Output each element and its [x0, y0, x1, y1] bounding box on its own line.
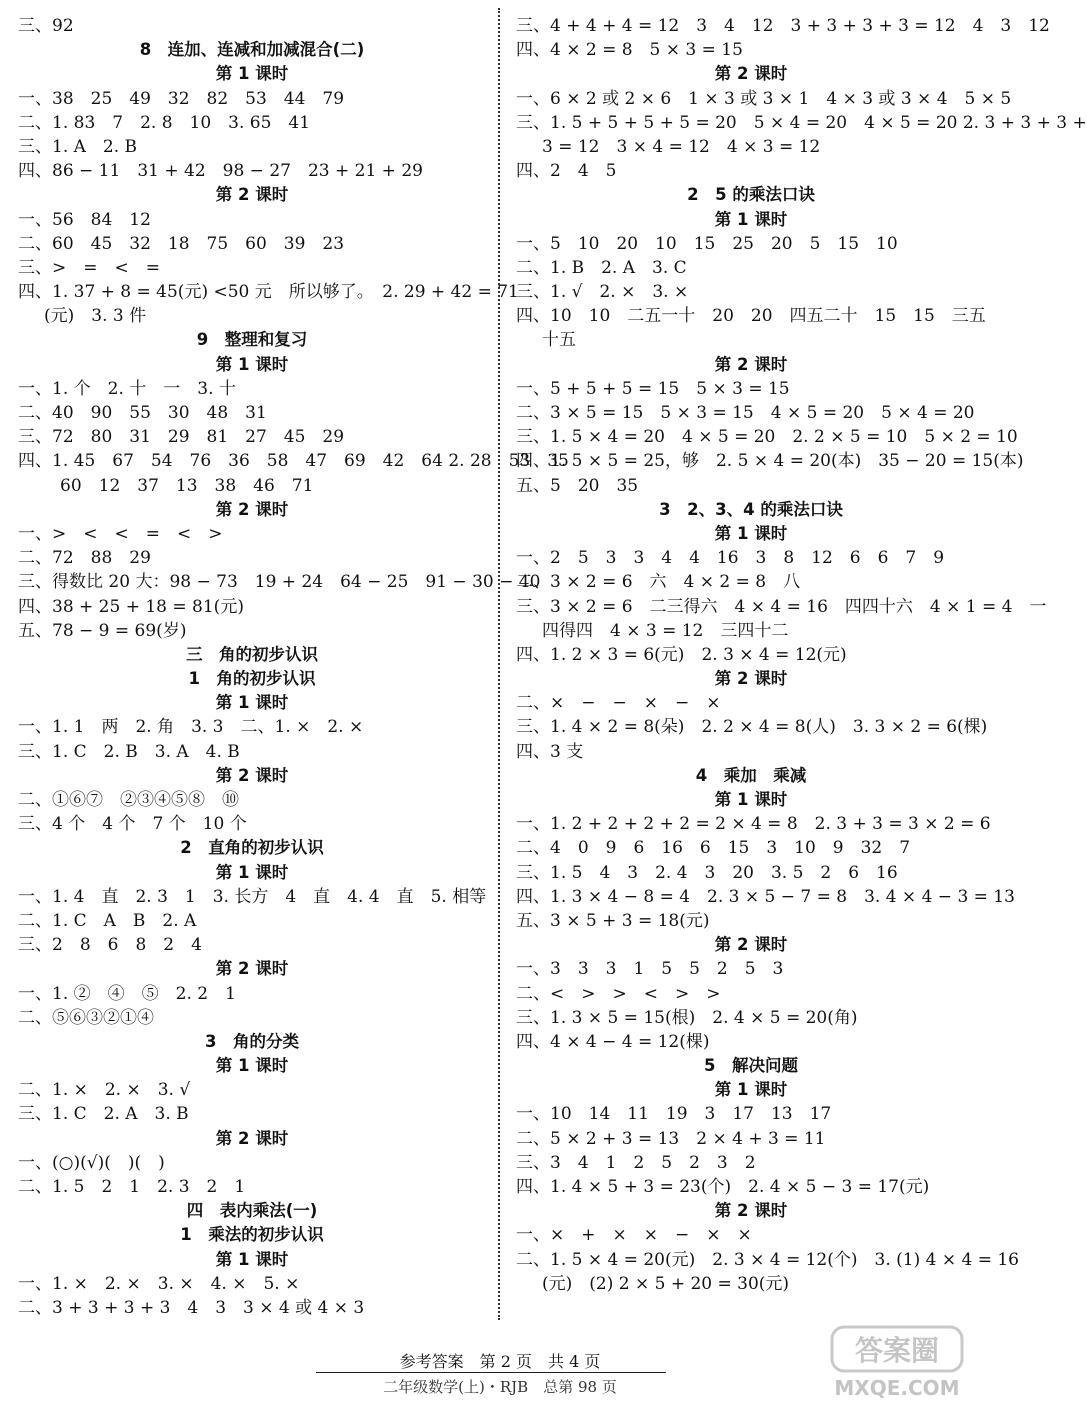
- section-heading: 四 表内乘法(一): [186, 1201, 318, 1221]
- answer-line: 三、1. 4 × 2 = 8(朵) 2. 2 × 4 = 8(人) 3. 3 × 2 = 6(棵): [516, 717, 988, 738]
- answer-line: 三、4 + 4 + 4 = 12 3 4 12 3 + 3 + 3 + 3 = 12 4 3 12: [516, 16, 1050, 36]
- answer-line: 四、3 支: [516, 741, 584, 762]
- answer-line: 二、72 88 29: [18, 548, 151, 569]
- answer-line: 二、1. 83 7 2. 8 10 3. 65 41: [18, 112, 311, 133]
- section-heading: 第 2 课时: [714, 1201, 788, 1221]
- answer-line: 二、5 × 2 + 3 = 13 2 × 4 + 3 = 11: [516, 1128, 826, 1149]
- answer-line: 3 = 12 3 × 4 = 12 4 × 3 = 12: [542, 136, 821, 157]
- section-heading: 第 2 课时: [714, 935, 788, 955]
- answer-line: 四、1. 45 67 54 76 36 58 47 69 42 64 2. 28 53 35: [18, 451, 569, 472]
- section-heading: 第 1 课时: [215, 354, 289, 374]
- section-heading: 第 2 课时: [215, 499, 289, 519]
- answer-line: 二、4 0 9 6 16 6 15 3 10 9 32 7: [516, 838, 911, 859]
- answer-line: 三、> = < =: [18, 257, 160, 278]
- footer-book-info: 二年级数学(上)・RJB 总第 98 页: [383, 1378, 617, 1396]
- answer-line: 60 12 37 13 38 46 71: [60, 475, 314, 496]
- answer-line: (元) 3. 3 件: [44, 306, 147, 327]
- answer-line: 一、1. × 2. × 3. × 4. × 5. ×: [18, 1273, 300, 1294]
- answer-line: 五、78 − 9 = 69(岁): [18, 620, 187, 641]
- section-heading: 第 2 课时: [714, 64, 788, 84]
- section-heading: 第 1 课时: [714, 209, 788, 229]
- section-heading: 3 2、3、4 的乘法口诀: [659, 499, 843, 519]
- answer-line: 三、1. C 2. B 3. A 4. B: [18, 741, 240, 762]
- answer-line: 二、1. × 2. × 3. √: [18, 1080, 191, 1101]
- answer-line: 二、⑤⑥③②①④: [18, 1007, 154, 1028]
- answer-line: 一、> < < = < >: [18, 523, 223, 544]
- answer-line: 四、4 × 2 = 8 5 × 3 = 15: [516, 40, 743, 61]
- answer-line: 三、3 × 2 = 6 二三得六 4 × 4 = 16 四四十六 4 × 1 = 4 一: [516, 596, 1047, 617]
- answer-line: 四、1. 4 × 5 + 3 = 23(个) 2. 4 × 5 − 3 = 17(元): [516, 1177, 930, 1197]
- answer-line: 三、72 80 31 29 81 27 45 29: [18, 427, 345, 448]
- answer-line: (元) (2) 2 × 5 + 20 = 30(元): [542, 1273, 790, 1294]
- section-heading: 1 乘法的初步认识: [180, 1225, 324, 1245]
- answer-line: 二、40 90 55 30 48 31: [18, 403, 267, 423]
- answer-line: 一、38 25 49 32 82 53 44 79: [18, 88, 345, 109]
- answer-line: 二、3 × 5 = 15 5 × 3 = 15 4 × 5 = 20 5 × 4 = 20: [516, 403, 975, 423]
- answer-line: 二、1. 5 2 1 2. 3 2 1: [18, 1177, 246, 1197]
- answer-line: 一、5 + 5 + 5 = 15 5 × 3 = 15: [516, 378, 790, 399]
- answer-line: 四、2 4 5: [516, 161, 617, 182]
- answer-line: 一、2 5 3 3 4 4 16 3 8 12 6 6 7 9: [516, 548, 945, 569]
- answer-line: 二、①⑥⑦ ②③④⑤⑧ ⑩: [18, 790, 239, 810]
- answer-line: 二、1. C A B 2. A: [18, 910, 197, 931]
- section-heading: 第 1 课时: [714, 523, 788, 543]
- section-heading: 4 乘加 乘减: [695, 765, 807, 785]
- section-heading: 第 2 课时: [215, 959, 289, 979]
- section-heading: 1 角的初步认识: [188, 669, 316, 689]
- answer-line: 三、1. C 2. A 3. B: [18, 1104, 189, 1125]
- answer-line: 一、1. 2 + 2 + 2 + 2 = 2 × 4 = 8 2. 3 + 3 = 3 × 2 = 6: [516, 814, 991, 835]
- section-heading: 3 角的分类: [205, 1031, 299, 1051]
- section-heading: 5 解决问题: [704, 1056, 798, 1076]
- section-heading: 第 2 课时: [714, 669, 788, 689]
- answer-line: 四、4 × 4 − 4 = 12(棵): [516, 1031, 710, 1052]
- answer-line: 五、3 × 5 + 3 = 18(元): [516, 910, 710, 931]
- section-heading: 2 5 的乘法口诀: [687, 185, 815, 205]
- section-heading: 第 1 课时: [215, 1249, 289, 1269]
- answer-line: 三、1. √ 2. × 3. ×: [516, 282, 689, 303]
- section-heading: 第 1 课时: [215, 64, 289, 84]
- answer-line: 三、1. 5 4 3 2. 4 3 20 3. 5 2 6 16: [516, 862, 898, 883]
- section-heading: 第 1 课时: [714, 790, 788, 809]
- footer-page-info: 参考答案 第 2 页 共 4 页: [399, 1352, 601, 1371]
- section-heading: 第 1 课时: [215, 1056, 289, 1076]
- answer-line: 三、得数比 20 大：98 − 73 19 + 24 64 − 25 91 − 30 − 40: [18, 572, 541, 593]
- answer-line: 一、× + × × − × ×: [516, 1225, 752, 1246]
- answer-line: 三、2 8 6 8 2 4: [18, 935, 202, 956]
- answer-line: 二、× − − × − ×: [516, 693, 721, 714]
- answer-line: 一、10 14 11 19 3 17 13 17: [516, 1104, 832, 1125]
- answer-line: 四、1. 2 × 3 = 6(元) 2. 3 × 4 = 12(元): [516, 644, 847, 665]
- answer-line: 三、92: [18, 16, 74, 36]
- section-heading: 第 2 课时: [215, 765, 289, 785]
- answer-line: 四、10 10 二五一十 20 20 四五二十 15 15 三五: [516, 306, 986, 327]
- answer-line: 一、3 3 3 1 5 5 2 5 3: [516, 959, 784, 980]
- answer-line: 三、3 4 1 2 5 2 3 2: [516, 1152, 756, 1173]
- section-heading: 第 2 课时: [215, 185, 289, 205]
- right-answer-column: [516, 14, 1087, 1296]
- answer-line: 四得四 4 × 3 = 12 三四十二: [542, 620, 789, 641]
- watermark-top-text: 答案圈: [854, 1334, 940, 1367]
- answer-line: 一、1. ② ④ ⑤ 2. 2 1: [18, 983, 236, 1004]
- answer-line: 二、1. 5 × 4 = 20(元) 2. 3 × 4 = 12(个) 3. (1) 4 × 4 = 16: [516, 1249, 1019, 1270]
- column-divider: [498, 8, 500, 1320]
- answer-line: 三、1. A 2. B: [18, 136, 138, 157]
- section-heading: 三 角的初步认识: [186, 644, 318, 664]
- answer-line: 三、1. 5 × 4 = 20 4 × 5 = 20 2. 2 × 5 = 10 5 × 2 = 10: [516, 427, 1018, 448]
- section-heading: 8 连加、连减和加减混合(二): [139, 40, 365, 60]
- site-watermark-logo: [802, 1323, 992, 1403]
- answer-line: 二、3 × 2 = 6 六 4 × 2 = 8 八: [516, 572, 801, 593]
- answer-line: 一、1. 个 2. 十 一 3. 十: [18, 378, 236, 399]
- section-heading: 2 直角的初步认识: [180, 838, 324, 858]
- answer-line: 二、1. B 2. A 3. C: [516, 257, 687, 278]
- watermark-bottom-text: MXQE.COM: [834, 1376, 960, 1400]
- answer-line: 二、< > > < > >: [516, 983, 721, 1004]
- answer-line: 一、(○)(√)( )( ): [18, 1152, 165, 1173]
- section-heading: 第 2 课时: [215, 1128, 289, 1148]
- answer-line: 四、1. 5 × 5 = 25，够 2. 5 × 4 = 20(本) 35 − 20 = 15(本): [516, 451, 1024, 472]
- answer-line: 一、56 84 12: [18, 209, 151, 230]
- footer-rule: [316, 1372, 666, 1373]
- answer-line: 二、3 + 3 + 3 + 3 4 3 3 × 4 或 4 × 3: [18, 1297, 365, 1318]
- answer-line: 四、1. 37 + 8 = 45(元) <50 元 所以够了。 2. 29 + 42 = 71: [18, 282, 519, 303]
- section-heading: 第 1 课时: [215, 862, 289, 882]
- answer-line: 二、60 45 32 18 75 60 39 23: [18, 233, 345, 254]
- answer-line: 四、38 + 25 + 18 = 81(元): [18, 596, 244, 617]
- answer-line: 五、5 20 35: [516, 475, 639, 496]
- answer-line: 三、1. 5 + 5 + 5 + 5 = 20 5 × 4 = 20 4 × 5 = 20 2. 3 + 3 + 3 +: [516, 112, 1087, 133]
- section-heading: 第 1 课时: [714, 1080, 788, 1100]
- section-heading: 第 2 课时: [714, 354, 788, 374]
- answer-line: 一、1. 4 直 2. 3 1 3. 长方 4 直 4. 4 直 5. 相等: [18, 886, 487, 907]
- answer-line: 一、6 × 2 或 2 × 6 1 × 3 或 3 × 1 4 × 3 或 3 × 4 5 × 5: [516, 88, 1012, 109]
- answer-line: 三、1. 3 × 5 = 15(根) 2. 4 × 5 = 20(角): [516, 1007, 858, 1028]
- section-heading: 9 整理和复习: [196, 330, 308, 350]
- answer-line: 四、1. 3 × 4 − 8 = 4 2. 3 × 5 − 7 = 8 3. 4 × 4 − 3 = 13: [516, 886, 1015, 907]
- answer-line: 一、5 10 20 10 15 25 20 5 15 10: [516, 233, 898, 254]
- answer-line: 四、86 − 11 31 + 42 98 − 27 23 + 21 + 29: [18, 161, 423, 182]
- answer-line: 三、4 个 4 个 7 个 10 个: [18, 814, 247, 835]
- answer-line: 一、1. 1 两 2. 角 3. 3 二、1. × 2. ×: [18, 717, 364, 738]
- answer-line: 十五: [542, 330, 576, 351]
- section-heading: 第 1 课时: [215, 693, 289, 713]
